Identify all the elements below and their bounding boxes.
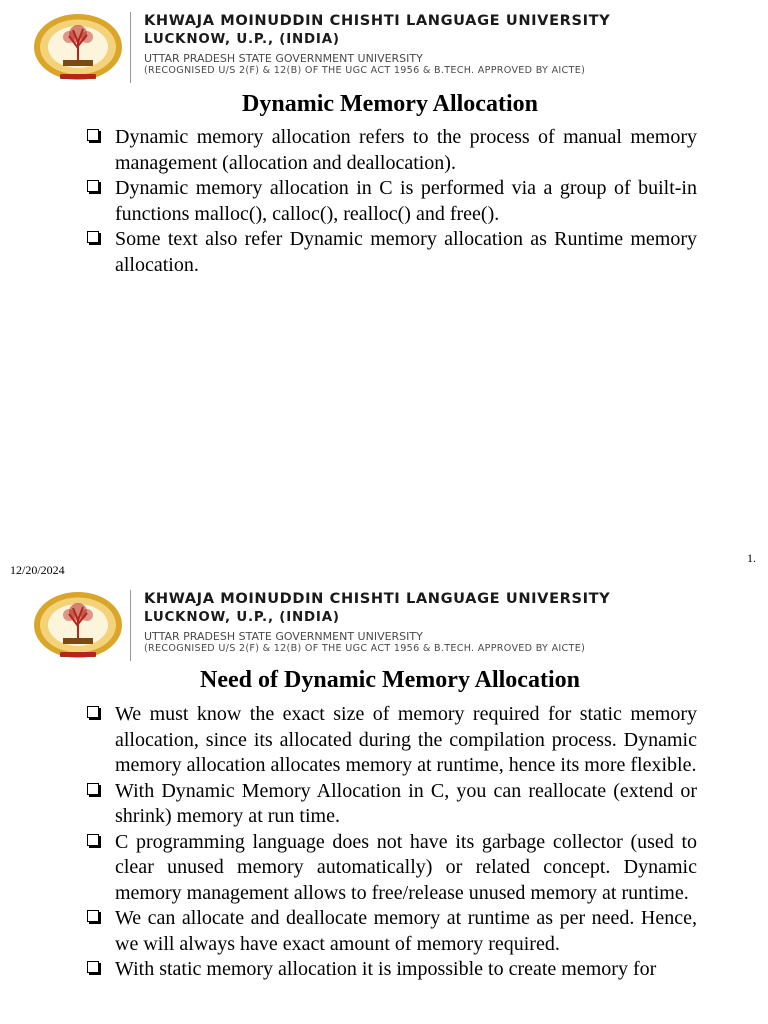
list-item bbox=[84, 957, 697, 983]
bullet-list bbox=[84, 125, 697, 278]
university-logo-icon bbox=[33, 12, 123, 82]
list-item bbox=[84, 125, 697, 176]
list-item bbox=[84, 906, 697, 957]
list-item bbox=[84, 830, 697, 907]
bullet-text: With static memory allocation it is impossible to create memory for bbox=[115, 958, 657, 980]
checkbox-bullet-icon bbox=[87, 910, 99, 922]
checkbox-bullet-icon bbox=[87, 706, 99, 718]
university-recognition: (RECOGNISED U/S 2(F) & 12(B) OF THE UGC ACT 1956 & B.TECH. APPROVED BY AICTE) bbox=[144, 65, 586, 76]
university-name: KHWAJA MOINUDDIN CHISHTI LANGUAGE UNIVERSITY bbox=[144, 590, 611, 607]
bullet-text: Dynamic memory allocation refers to the process of manual memory management (allocation and deallocation). bbox=[115, 126, 697, 174]
university-logo-icon bbox=[33, 590, 123, 660]
bullet-text: We can allocate and deallocate memory at runtime as per need. Hence, we will always have exact amount of memory required. bbox=[115, 907, 697, 955]
checkbox-bullet-icon bbox=[87, 834, 99, 846]
bullet-list bbox=[84, 702, 697, 983]
checkbox-bullet-icon bbox=[87, 961, 99, 973]
checkbox-bullet-icon bbox=[87, 783, 99, 795]
slide-title: Need of Dynamic Memory Allocation bbox=[200, 667, 580, 693]
list-item bbox=[84, 176, 697, 227]
list-item bbox=[84, 227, 697, 278]
slide-date: 12/20/2024 bbox=[10, 563, 65, 577]
bullet-text: With Dynamic Memory Allocation in C, you can reallocate (extend or shrink) memory at run time. bbox=[115, 779, 697, 827]
bullet-text: C programming language does not have its garbage collector (used to clear unused memory automatically) or related concept. Dynamic memory management allows to free/release unused memory at runtime. bbox=[115, 830, 697, 904]
list-item bbox=[84, 702, 697, 779]
university-recognition: (RECOGNISED U/S 2(F) & 12(B) OF THE UGC ACT 1956 & B.TECH. APPROVED BY AICTE) bbox=[144, 643, 586, 654]
university-header bbox=[144, 592, 610, 654]
bullet-text: Some text also refer Dynamic memory allocation as Runtime memory allocation. bbox=[115, 228, 697, 276]
bullet-text: We must know the exact size of memory required for static memory allocation, since its allocated during the compilation process. Dynamic memory allocation allocates memory at runtime, hence its more flexible. bbox=[115, 703, 697, 776]
list-item bbox=[84, 779, 697, 830]
checkbox-bullet-icon bbox=[87, 180, 99, 192]
slide-title: Dynamic Memory Allocation bbox=[242, 91, 538, 117]
slide-number: 1. bbox=[747, 551, 756, 565]
university-government: UTTAR PRADESH STATE GOVERNMENT UNIVERSITY bbox=[144, 630, 423, 643]
university-name: KHWAJA MOINUDDIN CHISHTI LANGUAGE UNIVERSITY bbox=[144, 12, 611, 29]
university-government: UTTAR PRADESH STATE GOVERNMENT UNIVERSITY bbox=[144, 52, 423, 65]
university-city: LUCKNOW, U.P., (INDIA) bbox=[144, 610, 340, 625]
checkbox-bullet-icon bbox=[87, 231, 99, 243]
header-divider bbox=[130, 590, 131, 661]
university-header bbox=[144, 14, 610, 76]
header-divider bbox=[130, 12, 131, 83]
slide-2 bbox=[0, 578, 768, 1024]
checkbox-bullet-icon bbox=[87, 129, 99, 141]
university-city: LUCKNOW, U.P., (INDIA) bbox=[144, 32, 340, 47]
bullet-text: Dynamic memory allocation in C is performed via a group of built-in functions malloc(), calloc(), realloc() and free(). bbox=[115, 177, 697, 225]
